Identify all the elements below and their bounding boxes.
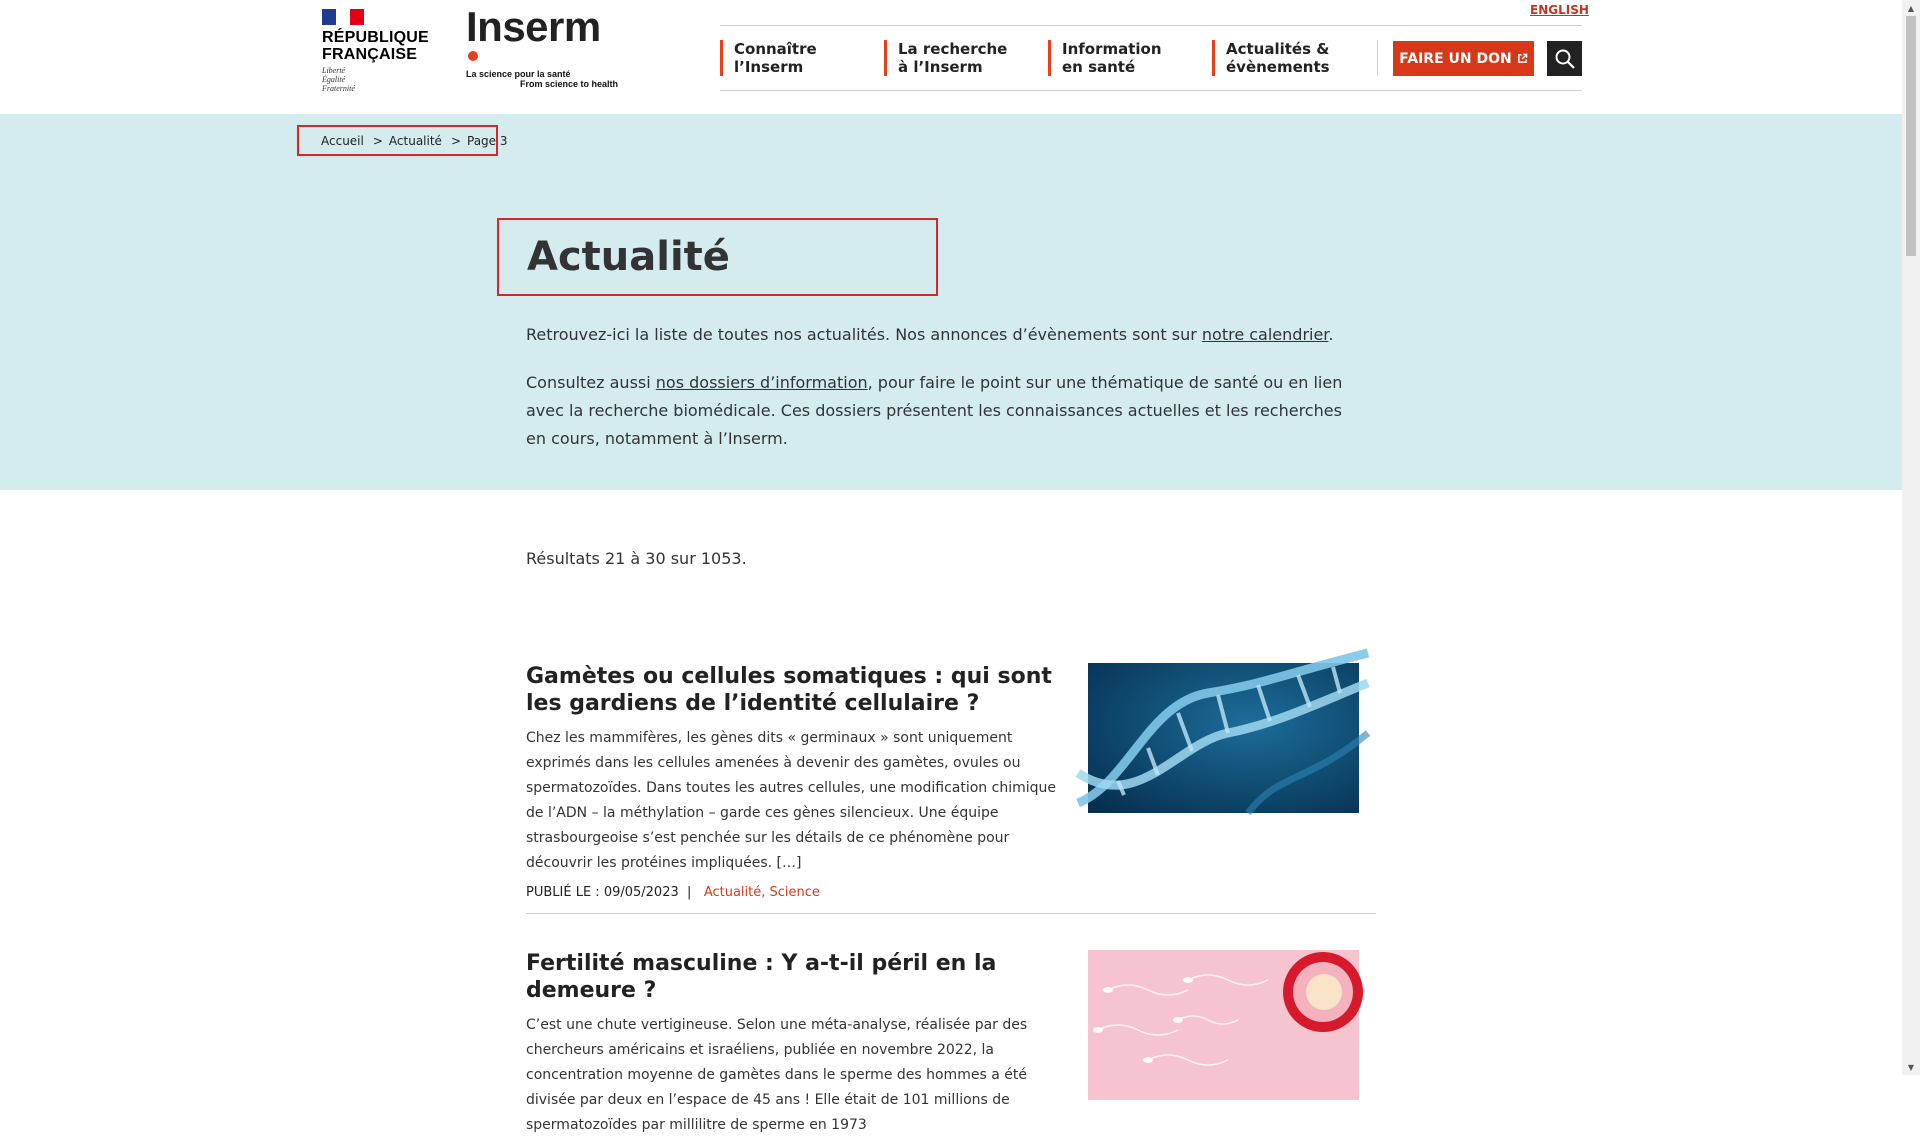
intro-paragraph-1 (526, 321, 1346, 349)
breadcrumb-home[interactable]: Accueil (321, 133, 364, 148)
nav-label-line2: à l’Inserm (898, 58, 983, 76)
nav-accent-bar (720, 40, 723, 76)
article-title[interactable]: Gamètes ou cellules somatiques : qui sont les gardiens de l’identité cellulaire ? (526, 664, 1052, 716)
nav-item-recherche-inserm[interactable] (884, 40, 1048, 76)
rf-title: RÉPUBLIQUE FRANÇAISE (322, 29, 429, 63)
published-label: PUBLIÉ LE : (526, 885, 600, 900)
search-icon (1554, 48, 1576, 70)
dna-image[interactable] (1088, 663, 1359, 813)
article-excerpt: C’est une chute vertigineuse. Selon une méta-analyse, réalisée par des chercheurs américains et israéliens, publiée en novembre 2022, la concentration moyenne de gamètes dans le sperme des hommes a été divisée par deux en l’espace de 45 ans ! Elle était de 101 millions de spermatozoïdes par millilitre de sperme en 1973 (526, 1017, 1028, 1133)
breadcrumb-separator: > (450, 133, 461, 148)
nav-label-line2: en santé (1062, 58, 1136, 76)
dna-helix-illustration (1088, 663, 1359, 813)
results-count: Résultats 21 à 30 sur 1053. (526, 549, 747, 568)
dossiers-information-link[interactable]: nos dossiers d’information (655, 373, 868, 392)
nav-separator (1377, 40, 1378, 76)
intro-text-segment: Retrouvez-ici la liste de toutes nos actualités. Nos annonces d’évènements sont sur (526, 325, 1202, 344)
nav-divider-top (720, 25, 1582, 26)
breadcrumb-current-page: Page 3 (467, 133, 508, 148)
article-meta (526, 885, 1376, 900)
inserm-wordmark: Inserm (466, 3, 601, 50)
hero-section (0, 114, 1902, 490)
nav-item-connaitre-inserm[interactable] (720, 40, 884, 76)
calendar-link[interactable]: notre calendrier (1201, 325, 1329, 344)
intro-text-segment: Consultez aussi (526, 373, 656, 392)
nav-label-line2: l’Inserm (734, 58, 804, 76)
breadcrumb (297, 125, 508, 156)
article-title[interactable]: Fertilité masculine : Y a-t-il péril en la demeure ? (526, 951, 997, 1003)
scroll-up-arrow-icon[interactable]: ▲ (1907, 3, 1915, 13)
nav-label-line1: Actualités & (1226, 40, 1330, 58)
page-title: Actualité (527, 234, 730, 280)
intro-paragraph-2 (526, 369, 1346, 453)
article-excerpt: Chez les mammifères, les gènes dits « germinaux » sont uniquement exprimés dans les cellules amenées à devenir des gamètes, ovules ou spermatozoïdes. Dans toutes les autres cellules, une modification chimique de l’ADN – la méthylation – garde ces gènes silencieux. Une équipe strasbourgeoise s’est penchée sur les détails de ce phénomène pour découvrir les protéines impliquées. […] (526, 730, 1056, 871)
nav-accent-bar (1048, 40, 1051, 76)
nav-accent-bar (884, 40, 887, 76)
article-card (526, 950, 1376, 1138)
breadcrumb-separator: > (372, 133, 383, 148)
page-scrollbar[interactable] (1902, 0, 1920, 1075)
page-title-box (497, 218, 938, 296)
english-language-link[interactable]: ENGLISH (1530, 3, 1589, 17)
meta-separator: | (682, 885, 700, 900)
nav-label-line1: La recherche (898, 40, 1008, 58)
donate-label: FAIRE UN DON (1399, 50, 1512, 67)
main-nav (720, 40, 1376, 76)
article-card (526, 663, 1376, 900)
donate-button[interactable] (1393, 41, 1534, 76)
search-button[interactable] (1547, 41, 1582, 76)
scroll-down-arrow-icon[interactable]: ▼ (1907, 1062, 1915, 1072)
intro-text-segment: , pour faire le point sur une thématique de santé ou en lien avec la recherche biomédicale. Ces dossiers présentent les connaissances actuelles et les recherches en cours, notamment à l’Inserm. (526, 373, 1343, 448)
sperm-egg-image[interactable] (1088, 950, 1359, 1100)
republique-francaise-logo[interactable] (322, 9, 429, 93)
external-link-icon (1517, 53, 1528, 64)
inserm-tagline-en: From science to health (519, 79, 618, 89)
breadcrumb-actualite[interactable]: Actualité (388, 133, 442, 148)
article-divider (526, 913, 1376, 914)
nav-label-line2: évènements (1226, 58, 1330, 76)
nav-divider-bottom (720, 90, 1582, 91)
sperm-egg-illustration (1088, 950, 1359, 1100)
nav-item-actualites-evenements[interactable] (1212, 40, 1376, 76)
nav-label-line1: Connaître (734, 40, 817, 58)
scrollbar-thumb[interactable] (1906, 16, 1916, 256)
inserm-logo[interactable] (466, 5, 618, 89)
article-categories[interactable]: Actualité, Science (703, 885, 820, 900)
site-header (0, 0, 1902, 114)
french-flag-icon (322, 9, 364, 25)
nav-item-information-sante[interactable] (1048, 40, 1212, 76)
intro-text-segment: . (1328, 325, 1334, 344)
rf-motto: Liberté Égalité Fraternité (322, 66, 355, 93)
inserm-dot-icon (468, 51, 478, 61)
intro-text (526, 321, 1346, 473)
nav-accent-bar (1212, 40, 1215, 76)
inserm-tagline-fr: La science pour la santé (466, 69, 571, 79)
published-date: 09/05/2023 (603, 885, 679, 900)
nav-label-line1: Information (1062, 40, 1162, 58)
